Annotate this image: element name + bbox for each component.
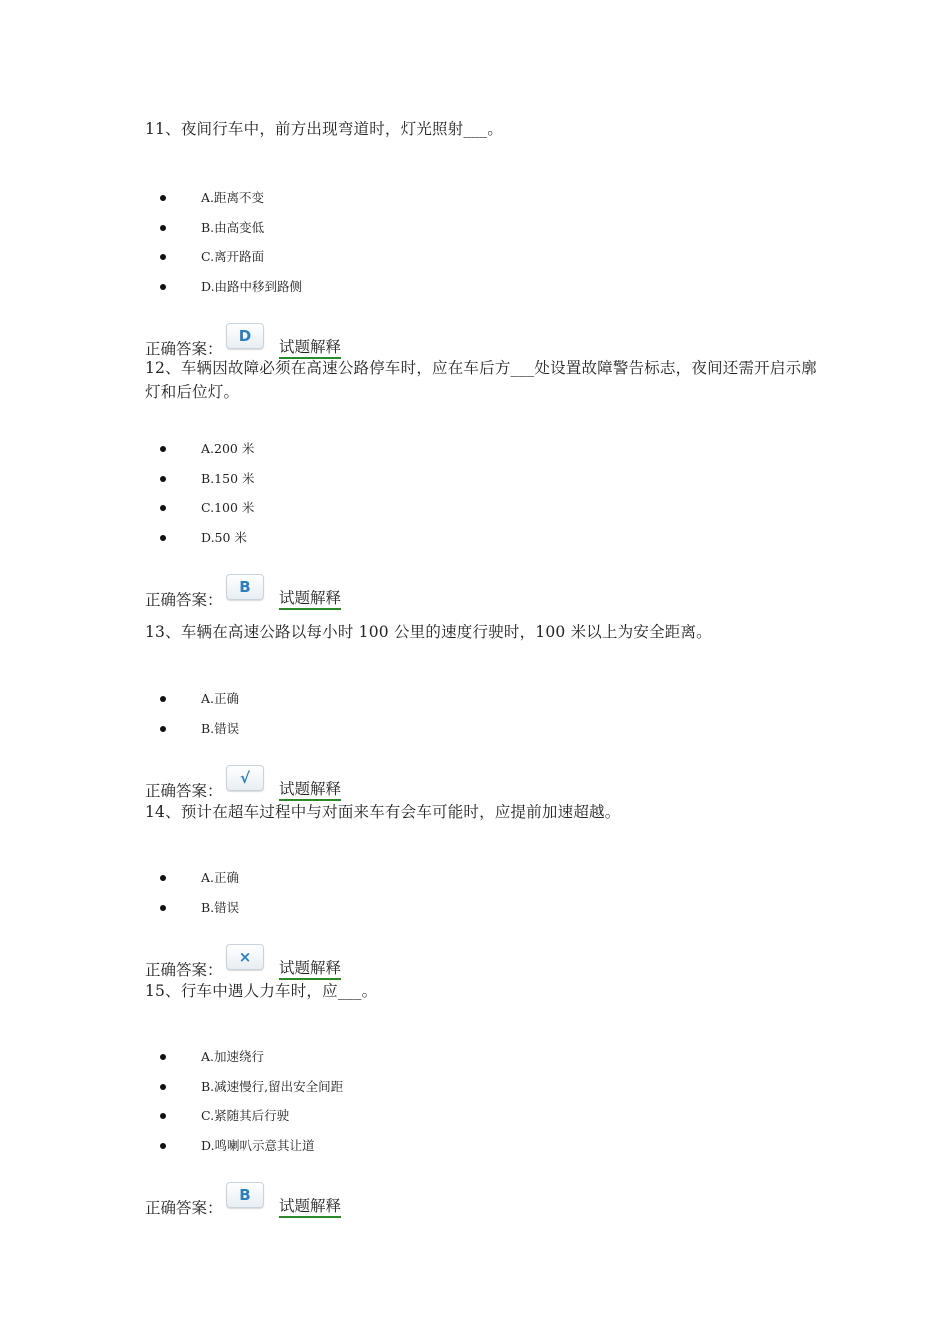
explanation-link[interactable]: 试题解释 bbox=[279, 1196, 341, 1218]
bullet-icon bbox=[160, 726, 166, 732]
answer-label: 正确答案： bbox=[145, 782, 223, 800]
option-b[interactable]: B.150 米 bbox=[145, 464, 825, 494]
question-text: 13、车辆在高速公路以每小时 100 公里的速度行驶时，100 米以上为安全距离。 bbox=[145, 623, 712, 641]
answer-label: 正确答案： bbox=[145, 1199, 223, 1217]
option-d[interactable]: D.鸣喇叭示意其让道 bbox=[145, 1131, 825, 1161]
answer-row bbox=[145, 944, 825, 980]
option-list bbox=[145, 183, 825, 301]
bullet-icon bbox=[160, 505, 166, 511]
option-c[interactable]: C.紧随其后行驶 bbox=[145, 1101, 825, 1131]
answer-row bbox=[145, 765, 825, 801]
bullet-icon bbox=[160, 1113, 166, 1119]
answer-row bbox=[145, 323, 825, 359]
option-a[interactable]: A.200 米 bbox=[145, 434, 825, 464]
option-list bbox=[145, 434, 825, 552]
option-d[interactable]: D.由路中移到路侧 bbox=[145, 272, 825, 302]
bullet-icon bbox=[160, 905, 166, 911]
option-b[interactable]: B.减速慢行,留出安全间距 bbox=[145, 1072, 825, 1102]
option-d[interactable]: D.50 米 bbox=[145, 523, 825, 553]
option-c[interactable]: C.离开路面 bbox=[145, 242, 825, 272]
bullet-icon bbox=[160, 225, 166, 231]
option-list bbox=[145, 684, 825, 743]
option-b[interactable]: B.错误 bbox=[145, 893, 825, 923]
question-text: 12、车辆因故障必须在高速公路停车时，应在车后方___处设置故障警告标志，夜间还需开启示廓灯和后位灯。 bbox=[145, 359, 817, 401]
answer-badge: D bbox=[226, 323, 264, 349]
bullet-icon bbox=[160, 1054, 166, 1060]
question-text: 11、夜间行车中，前方出现弯道时，灯光照射___。 bbox=[145, 120, 503, 138]
bullet-icon bbox=[160, 254, 166, 260]
option-a[interactable]: A.加速绕行 bbox=[145, 1042, 825, 1072]
option-a[interactable]: A.正确 bbox=[145, 863, 825, 893]
question-12 bbox=[145, 356, 825, 610]
question-14 bbox=[145, 800, 825, 980]
answer-label: 正确答案： bbox=[145, 961, 223, 979]
bullet-icon bbox=[160, 875, 166, 881]
explanation-link[interactable]: 试题解释 bbox=[279, 588, 341, 610]
bullet-icon bbox=[160, 446, 166, 452]
question-11 bbox=[145, 117, 825, 359]
option-b[interactable]: B.由高变低 bbox=[145, 213, 825, 243]
answer-badge: B bbox=[226, 1182, 264, 1208]
answer-label: 正确答案： bbox=[145, 591, 223, 609]
explanation-link[interactable]: 试题解释 bbox=[279, 958, 341, 980]
bullet-icon bbox=[160, 195, 166, 201]
bullet-icon bbox=[160, 535, 166, 541]
question-13 bbox=[145, 620, 825, 801]
option-list bbox=[145, 1042, 825, 1160]
explanation-link[interactable]: 试题解释 bbox=[279, 779, 341, 801]
question-15 bbox=[145, 979, 825, 1218]
explanation-link[interactable]: 试题解释 bbox=[279, 337, 341, 359]
option-a[interactable]: A.距离不变 bbox=[145, 183, 825, 213]
question-text: 14、预计在超车过程中与对面来车有会车可能时，应提前加速超越。 bbox=[145, 803, 621, 821]
answer-label: 正确答案： bbox=[145, 340, 223, 358]
option-c[interactable]: C.100 米 bbox=[145, 493, 825, 523]
question-text: 15、行车中遇人力车时，应___。 bbox=[145, 982, 378, 1000]
option-a[interactable]: A.正确 bbox=[145, 684, 825, 714]
answer-badge: × bbox=[226, 944, 264, 970]
answer-row bbox=[145, 574, 825, 610]
bullet-icon bbox=[160, 1143, 166, 1149]
bullet-icon bbox=[160, 476, 166, 482]
answer-badge: √ bbox=[226, 765, 264, 791]
bullet-icon bbox=[160, 696, 166, 702]
answer-row bbox=[145, 1182, 825, 1218]
option-list bbox=[145, 863, 825, 922]
bullet-icon bbox=[160, 1084, 166, 1090]
bullet-icon bbox=[160, 284, 166, 290]
option-b[interactable]: B.错误 bbox=[145, 714, 825, 744]
answer-badge: B bbox=[226, 574, 264, 600]
